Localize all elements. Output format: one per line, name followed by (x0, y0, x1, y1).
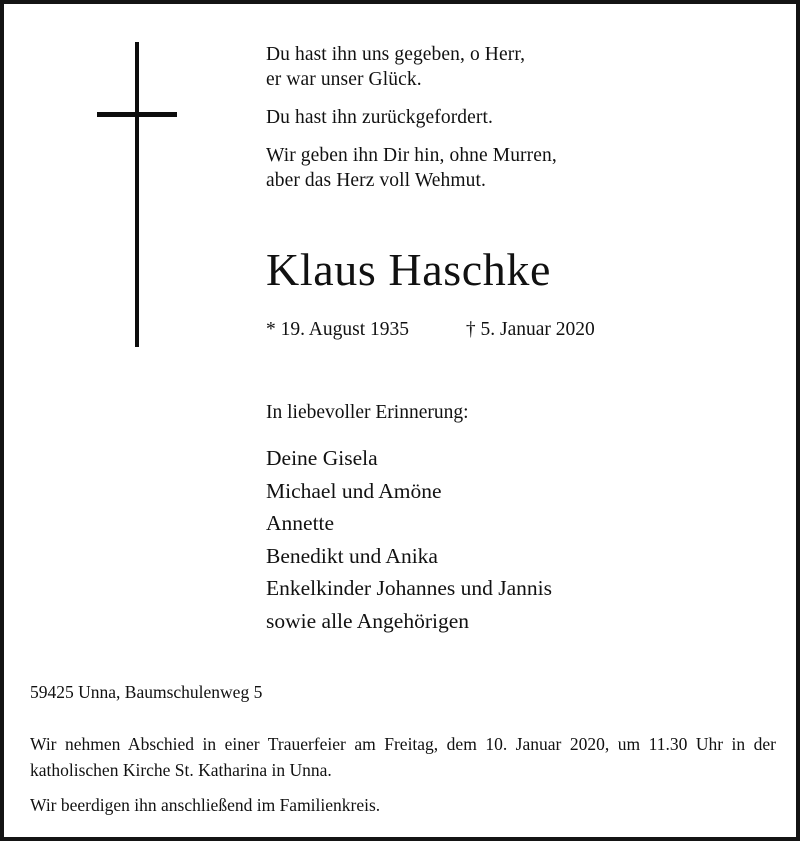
verse-stanza-2 (266, 105, 696, 130)
notice-sheet (4, 4, 796, 837)
verse-line-3: Du hast ihn zurückgefordert. (266, 107, 493, 128)
list-item: Deine Gisela (266, 446, 378, 470)
christian-cross-icon (96, 42, 186, 354)
verse-stanza-3 (266, 143, 696, 193)
verse-stanza-1 (266, 42, 696, 92)
verse-line-2: er war unser Glück. (266, 69, 422, 90)
burial-details: Wir beerdigen ihn anschließend im Familienkreis. (30, 795, 381, 815)
funeral-service-details: Wir nehmen Abschied in einer Trauerfeier am Freitag, dem 10. Januar 2020, um 11.30 Uhr in der katholischen Kirche St. Katharina in Unna. (30, 734, 776, 780)
list-item: Benedikt und Anika (266, 543, 438, 568)
list-item: Annette (266, 511, 335, 536)
verse-line-4: Wir geben ihn Dir hin, ohne Murren, (266, 145, 557, 166)
list-item: Enkelkinder Johannes und Jannis (266, 576, 553, 601)
verse-line-5: aber das Herz voll Wehmut. (266, 170, 486, 191)
cross-vertical-bar (135, 42, 139, 347)
deceased-name: Klaus Haschke (266, 244, 551, 295)
mourning-address: 59425 Unna, Baumschulenweg 5 (30, 682, 263, 702)
memorial-intro-label: In liebevoller Erinnerung: (266, 402, 469, 423)
verse-line-1: Du hast ihn uns gegeben, o Herr, (266, 44, 526, 65)
family-list (266, 442, 726, 638)
memorial-verse (266, 42, 696, 193)
cross-horizontal-bar (97, 112, 177, 117)
birth-date: * 19. August 1935 (266, 319, 410, 340)
list-item: sowie alle Angehörigen (266, 608, 470, 633)
life-dates (266, 317, 736, 343)
list-item: Michael und Amöne (266, 478, 442, 503)
death-date: † 5. Januar 2020 (465, 319, 595, 340)
